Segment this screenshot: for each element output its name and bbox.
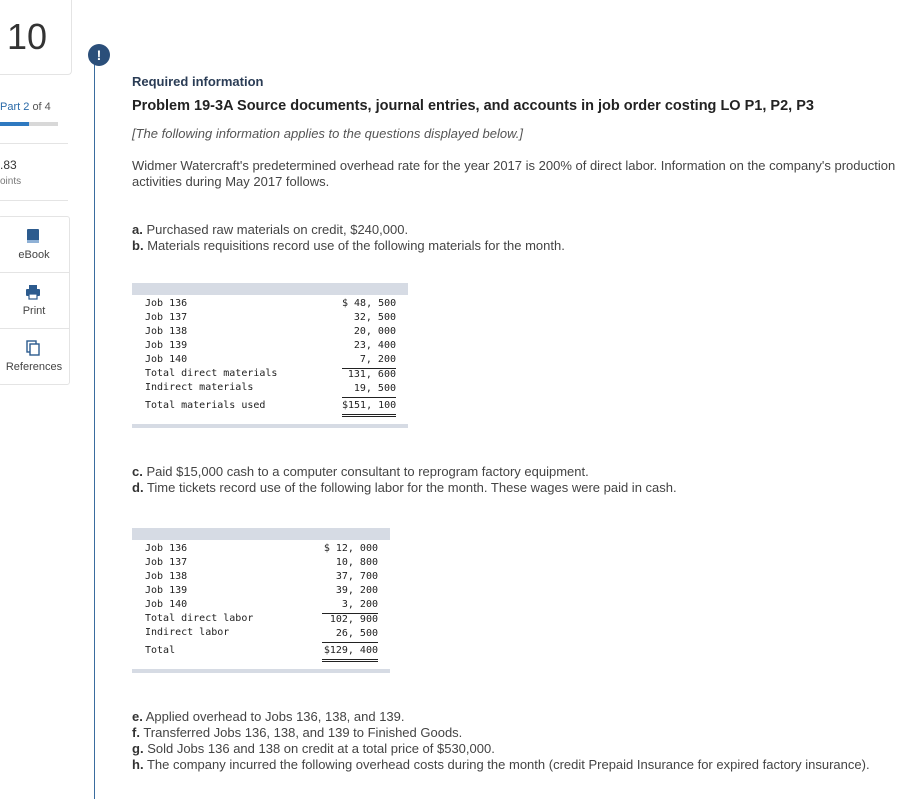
items-e-h (132, 709, 897, 773)
item-c: c. Paid $15,000 cash to a computer consultant to reprogram factory equipment. (132, 464, 589, 479)
table-row-label: Job 137 (145, 557, 188, 568)
item-b: b. Materials requisitions record use of the following materials for the month. (132, 238, 565, 253)
table-row-label: Job 138 (145, 571, 188, 582)
table-footer-band (132, 424, 408, 428)
items-c-d (132, 464, 677, 496)
table-row-label: Job 139 (145, 585, 188, 596)
item-g: g. Sold Jobs 136 and 138 on credit at a total price of $530,000. (132, 741, 495, 756)
table-row-amount: $151, 100 (342, 400, 396, 417)
table-row-amount: 19, 500 (342, 383, 396, 398)
references-icon (24, 339, 42, 357)
ebook-label: eBook (18, 249, 50, 261)
points-label: oints (0, 176, 22, 187)
content-divider (94, 60, 95, 799)
table-row-label: Job 136 (145, 543, 188, 554)
table-row-amount: 23, 400 (353, 340, 396, 351)
book-icon (24, 227, 42, 245)
table-row-amount: 26, 500 (322, 628, 378, 643)
problem-intro: Widmer Watercraft's predetermined overhead rate for the year 2017 is 200% of direct labor. Information on the company's production activities during May 2017 follows. (132, 158, 896, 189)
question-number: 10 (7, 16, 48, 57)
required-information-heading: Required information (132, 74, 264, 89)
references-button[interactable] (0, 328, 69, 384)
info-note: [The following information applies to the questions displayed below.] (132, 126, 523, 141)
items-a-b (132, 222, 565, 254)
item-e: e. Applied overhead to Jobs 136, 138, and 139. (132, 709, 405, 724)
sidebar (0, 0, 68, 799)
item-a: a. Purchased raw materials on credit, $240,000. (132, 222, 409, 237)
table-row-amount: 32, 500 (353, 312, 396, 323)
table-row-amount: 39, 200 (335, 585, 378, 596)
labor-table (132, 528, 390, 674)
part-total: of 4 (32, 101, 51, 113)
table-row-label: Job 139 (145, 340, 188, 351)
ebook-button[interactable] (0, 217, 69, 272)
tools-panel (0, 216, 70, 385)
table-row-amount: $ 48, 500 (342, 298, 397, 309)
print-label: Print (22, 305, 46, 317)
table-row-label: Indirect labor (145, 627, 230, 638)
table-row-label: Total direct labor (145, 613, 254, 624)
table-row-amount: $ 12, 000 (323, 543, 378, 554)
table-row-label: Job 140 (145, 354, 188, 365)
table-footer-band (132, 669, 390, 673)
divider (0, 143, 68, 144)
references-label: References (5, 361, 63, 373)
table-row-label: Total materials used (145, 400, 266, 411)
table-row-amount: 37, 700 (335, 571, 378, 582)
points-value: .83 (0, 158, 17, 172)
item-h: h. The company incurred the following overhead costs during the month (credit Prepaid Insurance for expired factory insurance). (132, 757, 870, 772)
table-row-amount: 102, 900 (329, 614, 378, 625)
table-row-label: Job 137 (145, 312, 188, 323)
printer-icon (24, 283, 42, 301)
table-row-amount: 20, 000 (353, 326, 396, 337)
item-f: f. Transferred Jobs 136, 138, and 139 to Finished Goods. (132, 725, 463, 740)
materials-table (132, 283, 408, 429)
divider (0, 200, 68, 201)
question-number-box (0, 0, 72, 75)
table-row-amount: 131, 600 (347, 369, 396, 380)
part-indicator (0, 101, 51, 113)
table-row-label: Total direct materials (145, 368, 278, 379)
part-progress-bar (0, 122, 58, 126)
table-row-label: Job 136 (145, 298, 188, 309)
table-row-label: Total (145, 645, 176, 656)
print-button[interactable] (0, 272, 69, 328)
table-row-label: Job 140 (145, 599, 188, 610)
table-header-band (132, 528, 390, 540)
table-header-band (132, 283, 408, 295)
table-row-amount: 7, 200 (342, 354, 396, 369)
part-label: Part 2 (0, 101, 30, 113)
alert-icon: ! (88, 44, 110, 66)
table-row-amount: 10, 800 (335, 557, 378, 568)
table-row-amount: 3, 200 (322, 599, 378, 614)
item-d: d. Time tickets record use of the following labor for the month. These wages were paid in cash. (132, 480, 677, 495)
table-row-label: Job 138 (145, 326, 188, 337)
table-row-label: Indirect materials (145, 382, 254, 393)
table-row-amount: $129, 400 (322, 645, 378, 662)
part-progress-fill (0, 122, 29, 126)
problem-title: Problem 19-3A Source documents, journal entries, and accounts in job order costing LO P1, P2, P3 (132, 98, 814, 114)
